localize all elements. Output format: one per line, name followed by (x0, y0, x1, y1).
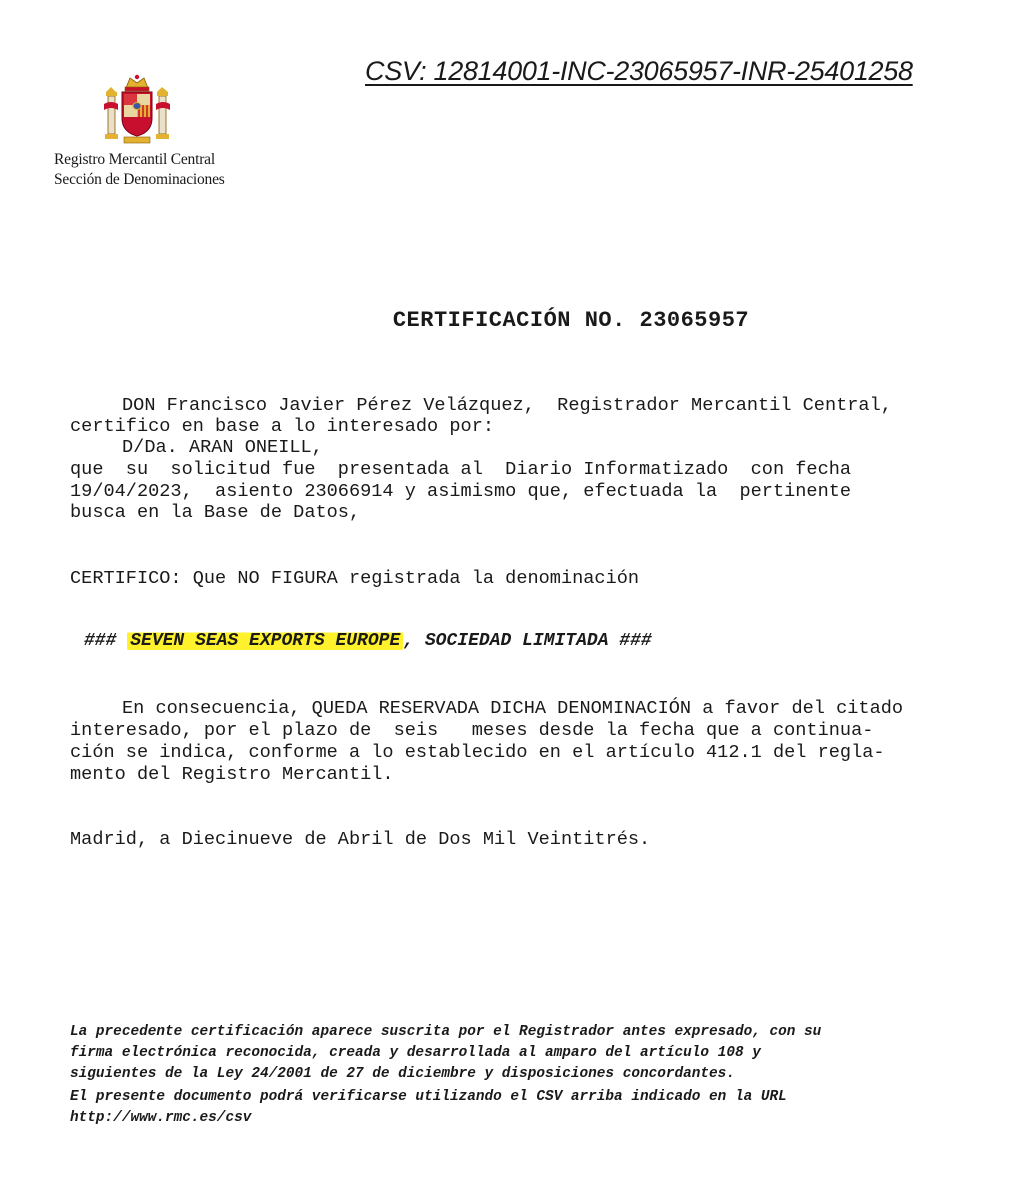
intro-line: que su solicitud fue presentada al Diario Informatizado con fecha (70, 459, 852, 480)
footer-line: firma electrónica reconocida, creada y desarrollada al amparo del artículo 108 y (70, 1045, 761, 1061)
denomination-suffix: , SOCIEDAD LIMITADA ### (403, 631, 652, 651)
verification-url: http://www.rmc.es/csv (70, 1110, 252, 1126)
footer-line: siguientes de la Ley 24/2001 de 27 de diciembre y disposiciones concordantes. (70, 1066, 735, 1082)
consequence-line: interesado, por el plazo de seis meses desde la fecha que a continua- (70, 720, 874, 741)
consequence-line: mento del Registro Mercantil. (70, 764, 394, 785)
consequence-line: En consecuencia, QUEDA RESERVADA DICHA DENOMINACIÓN a favor del citado (122, 698, 904, 719)
denomination-prefix: ### (84, 631, 117, 651)
office-section: Sección de Denominaciones (54, 171, 225, 188)
office-name: Registro Mercantil Central (54, 151, 215, 168)
document-title: CERTIFICACIÓN NO. 23065957 (392, 308, 750, 333)
consequence-line: ción se indica, conforme a lo establecido en el artículo 412.1 del regla- (70, 742, 885, 763)
intro-line: 19/04/2023, asiento 23066914 y asimismo que, efectuada la pertinente (70, 481, 852, 502)
coat-of-arms-icon (100, 74, 174, 150)
applicant-name: D/Da. ARAN ONEILL, (122, 437, 323, 458)
denomination-name-highlight: SEVEN SEAS EXPORTS EUROPE (127, 631, 403, 651)
denomination (84, 631, 652, 651)
intro-line: busca en la Base de Datos, (70, 502, 361, 523)
certifico-statement: CERTIFICO: Que NO FIGURA registrada la denominación (70, 568, 640, 589)
intro-line: certifico en base a lo interesado por: (70, 416, 495, 437)
footer-line: El presente documento podrá verificarse utilizando el CSV arriba indicado en la URL (70, 1089, 787, 1105)
intro-line: DON Francisco Javier Pérez Velázquez, Registrador Mercantil Central, (122, 395, 892, 416)
place-date: Madrid, a Diecinueve de Abril de Dos Mil Veintitrés. (70, 829, 651, 850)
csv-code: CSV: 12814001-INC-23065957-INR-25401258 (365, 56, 913, 86)
footer-line: La precedente certificación aparece suscrita por el Registrador antes expresado, con su (70, 1024, 822, 1040)
